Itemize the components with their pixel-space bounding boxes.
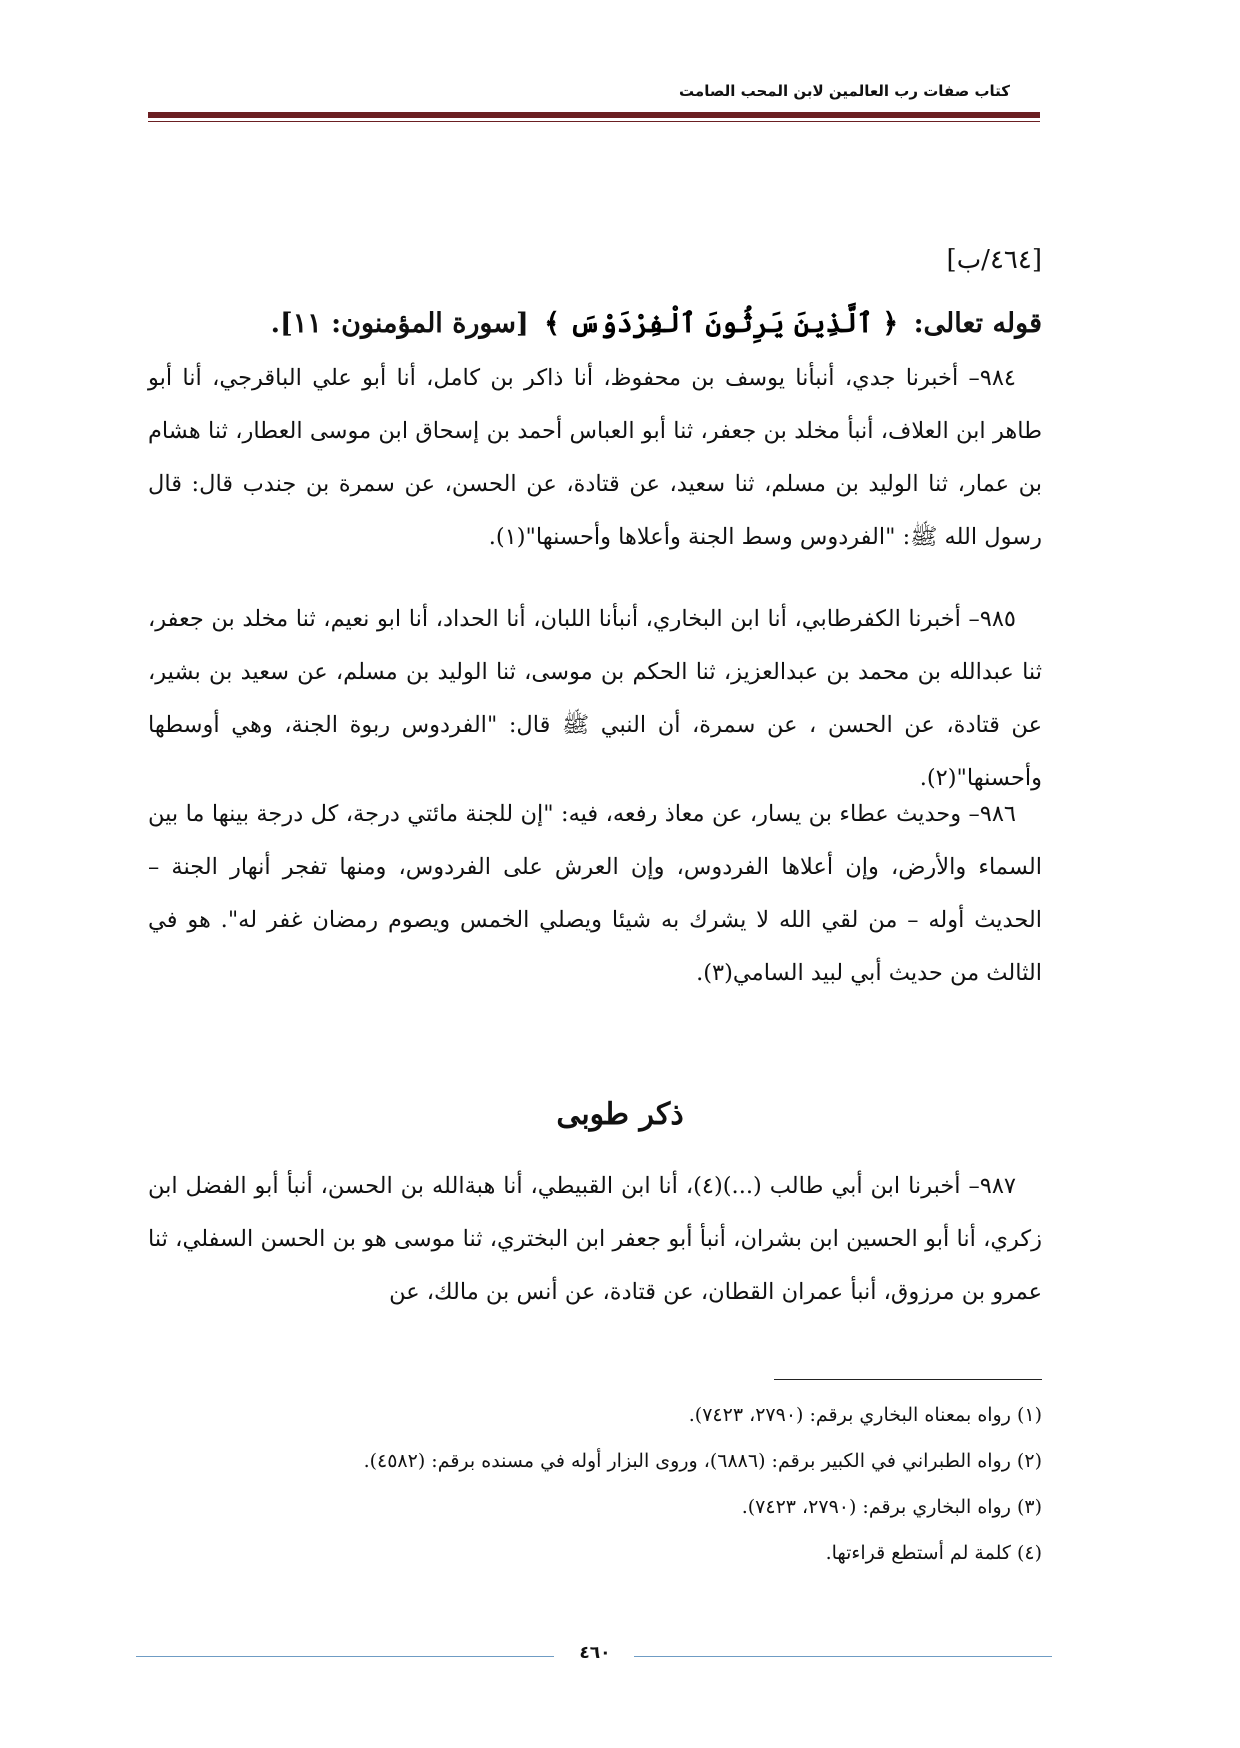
hadith-paragraph-987 (148, 1160, 1042, 1319)
manuscript-folio-reference: [٤٦٤/ب] (946, 245, 1042, 275)
quran-verse: ﴿ ٱلَّذِينَ يَرِثُونَ ٱلْفِرْدَوْسَ ﴾ (544, 308, 899, 339)
hadith-text-986: ٩٨٦– وحديث عطاء بن يسار، عن معاذ رفعه، فيه: "إن للجنة مائتي درجة، كل درجة بينها ما بين السماء والأرض، وإن أعلاها الفردوس، وإن العرش على الفردوس، ومنها تفجر أنهار الجنة – الحديث أوله – من لقي الله لا يشرك به شيئا ويصلي الخمس ويصوم رمضان غفر له". هو في الثالث من حديث أبي لبيد السامي(٣). (148, 801, 1042, 986)
hadith-text-985: ٩٨٥– أخبرنا الكفرطابي، أنا ابن البخاري، أنبأنا اللبان، أنا الحداد، أنا ابو نعيم، ثنا مخلد بن جعفر، ثنا عبدالله بن محمد بن عبدالعزيز، ثنا الحكم بن موسى، ثنا الوليد بن مسلم، عن سعيد بن بشير، عن قتادة، عن الحسن ، عن سمرة، أن النبي ﷺ قال: "الفردوس ربوة الجنة، وهي أوسطها وأحسنها"(٢). (148, 606, 1042, 791)
hadith-paragraph-986 (148, 788, 1042, 1000)
hadith-paragraph-985 (148, 593, 1042, 805)
footnotes-list (148, 1392, 1042, 1576)
verse-citation: [سورة المؤمنون: ١١]. (270, 308, 529, 339)
footnote-item: (٢) رواه الطبراني في الكبير برقم: (٦٨٨٦)، وروى البزار أوله في مسنده برقم: (٤٥٨٢). (363, 1450, 1042, 1472)
hadith-paragraph-984 (148, 352, 1042, 564)
running-header-title: كتاب صفات رب العالمين لابن المحب الصامت (679, 82, 1010, 100)
verse-heading-prefix: قوله تعالى: (913, 308, 1042, 339)
footnote-separator (774, 1379, 1042, 1380)
page-number: ٤٦٠ (579, 1643, 611, 1663)
header-rule (148, 112, 1040, 118)
section-title: ذكر طوبى (556, 1097, 684, 1132)
hadith-text-987: ٩٨٧– أخبرنا ابن أبي طالب (...)(٤)، أنا ابن القبيطي، أنا هبةالله بن الحسن، أنبأ أبو الفضل ابن زكري، أنا أبو الحسين ابن بشران، أنبأ أبو جعفر ابن البختري، ثنا موسى هو بن الحسن السفلي، ثنا عمرو بن مرزوق، أنبأ عمران القطان، عن قتادة، عن أنس بن مالك، عن (148, 1173, 1042, 1305)
verse-heading (172, 308, 1042, 339)
footnote-item: (١) رواه بمعناه البخاري برقم: (٢٧٩٠، ٧٤٢٣). (688, 1404, 1042, 1426)
header-rule-thin (148, 121, 1040, 122)
footer-rule-right (634, 1656, 1052, 1657)
footnote-item: (٣) رواه البخاري برقم: (٢٧٩٠، ٧٤٢٣). (741, 1496, 1042, 1518)
hadith-text-984: ٩٨٤– أخبرنا جدي، أنبأنا يوسف بن محفوظ، أنا ذاكر بن كامل، أنا أبو علي الباقرجي، أنا أبو طاهر ابن العلاف، أنبأ مخلد بن جعفر، ثنا أبو العباس أحمد بن إسحاق ابن موسى العطار، ثنا هشام بن عمار، ثنا الوليد بن مسلم، ثنا سعيد، عن قتادة، عن الحسن، عن سمرة بن جندب قال: قال رسول الله ﷺ: "الفردوس وسط الجنة وأعلاها وأحسنها"(١). (148, 365, 1042, 550)
footnote-item: (٤) كلمة لم أستطع قراءتها. (825, 1542, 1042, 1564)
footer-rule-left (136, 1656, 554, 1657)
